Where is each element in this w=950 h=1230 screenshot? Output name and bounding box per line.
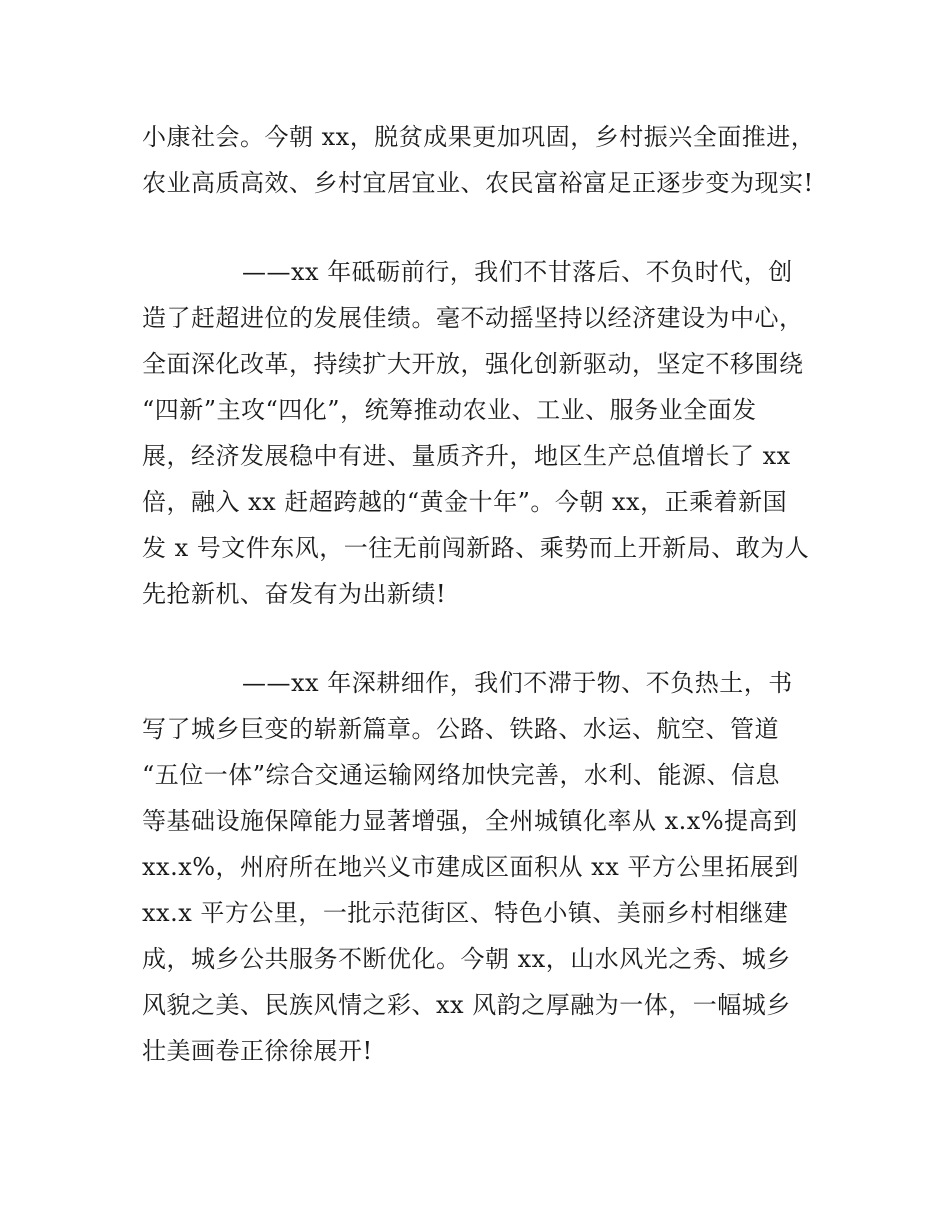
text-line: 发 x 号文件东风，一往无前闯新路、乘势而上开新局、敢为人 bbox=[142, 534, 810, 562]
text-line: “四新”主攻“四化”，统筹推动农业、工业、服务业全面发 bbox=[142, 396, 757, 424]
text-line: 造了赶超进位的发展佳绩。毫不动摇坚持以经济建设为中心， bbox=[142, 304, 804, 332]
text-line: 先抢新机、奋发有为出新绩! bbox=[142, 580, 447, 608]
text-line: 农业高质高效、乡村宜居宜业、农民富裕富足正逐步变为现实! bbox=[142, 169, 814, 197]
text-line: 写了城乡巨变的崭新篇章。公路、铁路、水运、航空、管道 bbox=[142, 715, 779, 743]
text-line: 小康社会。今朝 xx，脱贫成果更加巩固，乡村振兴全面推进， bbox=[142, 123, 816, 151]
text-line: 等基础设施保障能力显著增强，全州城镇化率从 x.x%提高到 bbox=[142, 807, 798, 835]
text-line: ——xx 年砥砺前行，我们不甘落后、不负时代，创 bbox=[242, 258, 793, 286]
text-line: 成，城乡公共服务不断优化。今朝 xx，山水风光之秀、城乡 bbox=[142, 945, 791, 973]
text-line: ——xx 年深耕细作，我们不滞于物、不负热土，书 bbox=[242, 669, 793, 697]
text-line: 全面深化改革，持续扩大开放，强化创新驱动，坚定不移围绕 bbox=[142, 350, 804, 378]
text-line: 展，经济发展稳中有进、量质齐升，地区生产总值增长了 xx bbox=[142, 442, 791, 470]
text-line: “五位一体”综合交通运输网络加快完善，水利、能源、信息 bbox=[142, 761, 781, 789]
text-line: xx.x%，州府所在地兴义市建成区面积从 xx 平方公里拓展到 bbox=[142, 853, 799, 881]
text-line: 壮美画卷正徐徐展开! bbox=[142, 1037, 373, 1065]
text-line: xx.x 平方公里，一批示范街区、特色小镇、美丽乡村相继建 bbox=[142, 899, 789, 927]
text-line: 风貌之美、民族风情之彩、xx 风韵之厚融为一体，一幅城乡 bbox=[142, 991, 791, 1019]
text-line: 倍，融入 xx 赶超跨越的“黄金十年”。今朝 xx，正乘着新国 bbox=[142, 488, 788, 516]
